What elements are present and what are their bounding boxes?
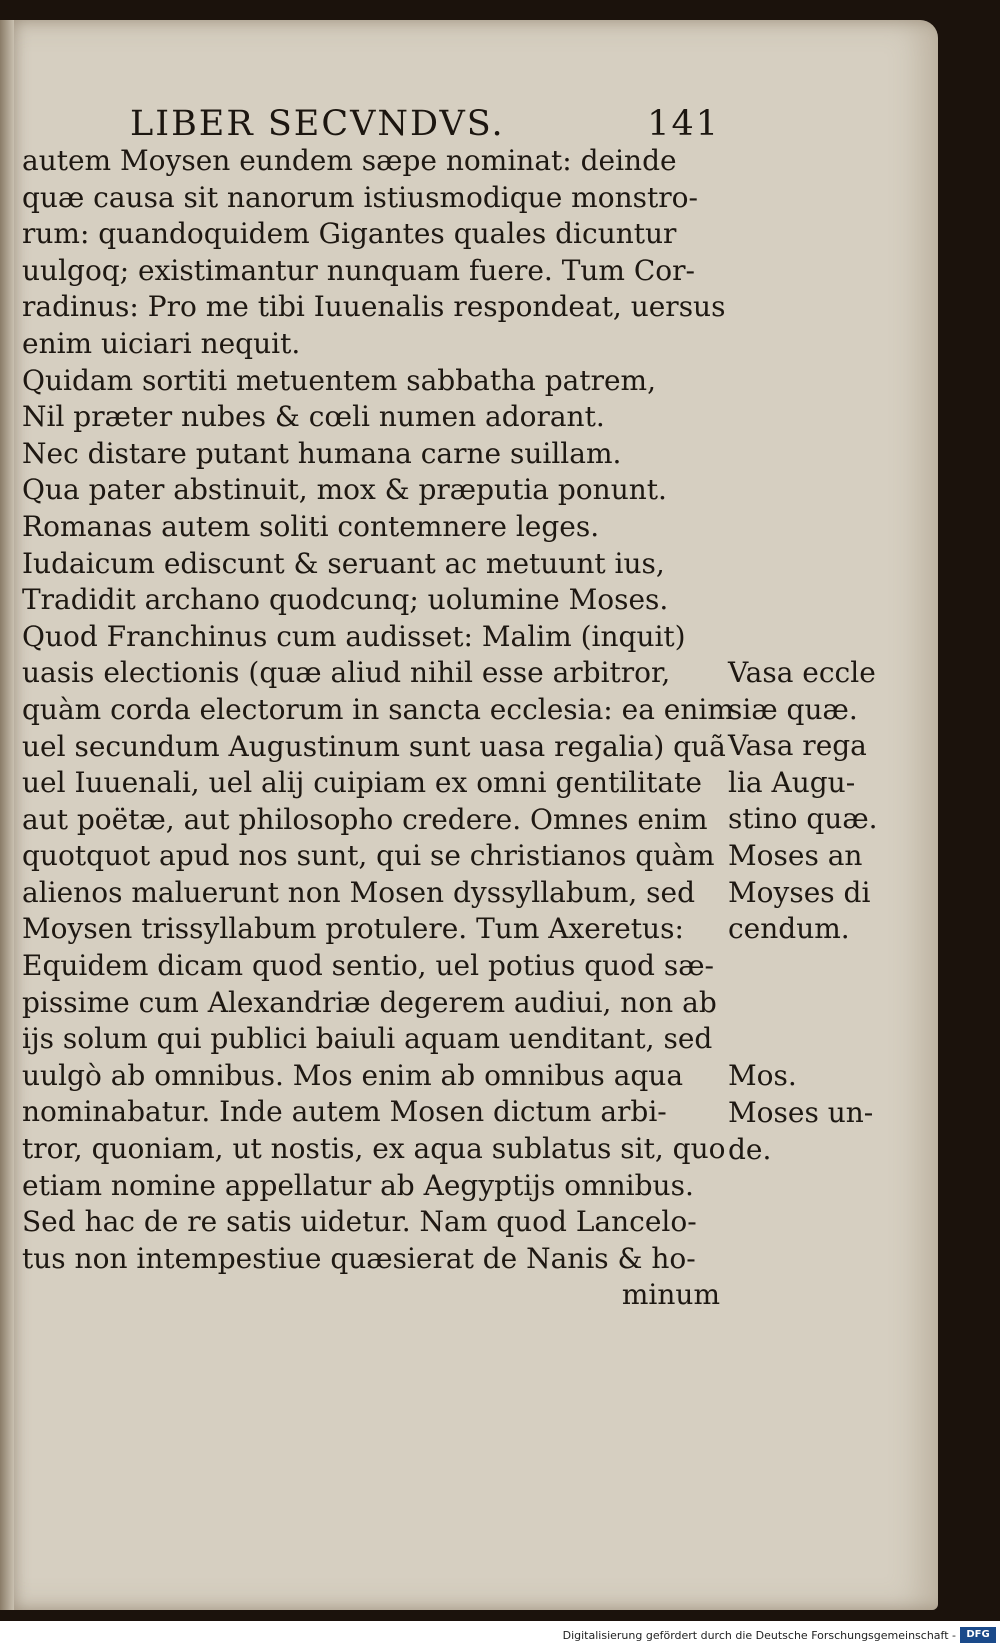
text-line: uel Iuuenali, uel alij cuipiam ex omni gentilitate — [22, 766, 702, 800]
text-line: rum: quandoquidem Gigantes quales dicuntur — [22, 217, 677, 251]
main-text-block — [22, 143, 734, 1314]
text-line: uulgoq; existimantur nunquam fuere. Tum Cor- — [22, 253, 696, 287]
catchword: minum — [621, 1278, 720, 1312]
text-line: tus non intempestiue quæsierat de Nanis & ho- — [22, 1241, 696, 1275]
verse-line: Nec distare putant humana carne suillam. — [22, 436, 622, 470]
funding-credit: Digitalisierung gefördert durch die Deutsche Forschungsgemeinschaft - — [562, 1629, 956, 1642]
text-line: etiam nomine appellatur ab Aegyptijs omnibus. — [22, 1168, 694, 1202]
text-line: quàm corda electorum in sancta ecclesia: ea enim — [22, 692, 734, 726]
text-line: alienos maluerunt non Mosen dyssyllabum, sed — [22, 875, 696, 909]
text-line: tror, quoniam, ut nostis, ex aqua sublatus sit, quo — [22, 1132, 726, 1166]
text-line: nominabatur. Inde autem Mosen dictum arbi- — [22, 1095, 667, 1129]
margin-note-moses-unde — [728, 1095, 898, 1168]
verse-line: Romanas autem soliti contemnere leges. — [22, 509, 600, 543]
margin-note-line: Vasa rega — [728, 729, 867, 762]
margin-note-vasa-ecclesiae — [728, 655, 898, 728]
running-head-title: LIBER SECVNDVS. — [130, 104, 505, 144]
verse-line: Qua pater abstinuit, mox & præputia ponunt. — [22, 473, 667, 507]
margin-note-line: cendum. — [728, 912, 850, 946]
verse-line: Nil præter nubes & cœli numen adorant. — [22, 400, 605, 434]
text-line: Quod Franchinus cum audisset: Malim (inquit) — [22, 619, 686, 653]
page-number: 141 — [647, 104, 720, 144]
text-line: Moysen trissyllabum protulere. Tum Axeretus: — [22, 912, 684, 946]
text-line: aut poëtæ, aut philosopho credere. Omnes enim — [22, 802, 708, 836]
page-gutter — [0, 20, 14, 1610]
text-line: uulgò ab omnibus. Mos enim ab omnibus aqua — [22, 1058, 684, 1092]
text-line: enim uiciari nequit. — [22, 326, 301, 360]
verse-line: Tradidit archano quodcunq; uolumine Moses. — [22, 583, 669, 617]
margin-note-line: Vasa eccle — [728, 656, 876, 689]
margin-note-mos — [728, 1058, 898, 1095]
margin-note-moses-moyses — [728, 838, 898, 948]
margin-note-line: siæ quæ. — [728, 692, 858, 726]
footer-bar — [0, 1621, 1000, 1647]
margin-note-line: stino quæ. — [728, 802, 878, 836]
margin-note-line: Moyses di — [728, 875, 871, 909]
text-line: Equidem dicam quod sentio, uel potius quod sæ- — [22, 949, 715, 983]
margin-note-line: Mos. — [728, 1059, 797, 1092]
text-line: autem Moysen eundem sæpe nominat: deinde — [22, 144, 677, 177]
margin-note-line: Moses an — [728, 839, 863, 872]
text-line: radinus: Pro me tibi Iuuenalis respondeat, uersus — [22, 290, 726, 324]
margin-note-line: de. — [728, 1132, 772, 1166]
text-line: uel secundum Augustinum sunt uasa regalia) quã — [22, 729, 726, 763]
dfg-logo: DFG — [960, 1627, 996, 1643]
text-line: quæ causa sit nanorum istiusmodique monstro- — [22, 180, 698, 214]
verse-line: Quidam sortiti metuentem sabbatha patrem, — [22, 363, 656, 397]
text-line: quotquot apud nos sunt, qui se christianos quàm — [22, 839, 715, 873]
margin-note-vasa-regalia — [728, 728, 898, 838]
text-line: pissime cum Alexandriæ degerem audiui, non ab — [22, 985, 717, 1019]
margin-note-line: Moses un- — [728, 1096, 874, 1129]
margin-note-line: lia Augu- — [728, 765, 856, 799]
text-line: ijs solum qui publici baiuli aquam uenditant, sed — [22, 1022, 713, 1056]
verse-line: Iudaicum ediscunt & seruant ac metuunt ius, — [22, 546, 665, 580]
text-line: Sed hac de re satis uidetur. Nam quod Lancelo- — [22, 1205, 697, 1239]
text-line: uasis electionis (quæ aliud nihil esse arbitror, — [22, 656, 671, 690]
